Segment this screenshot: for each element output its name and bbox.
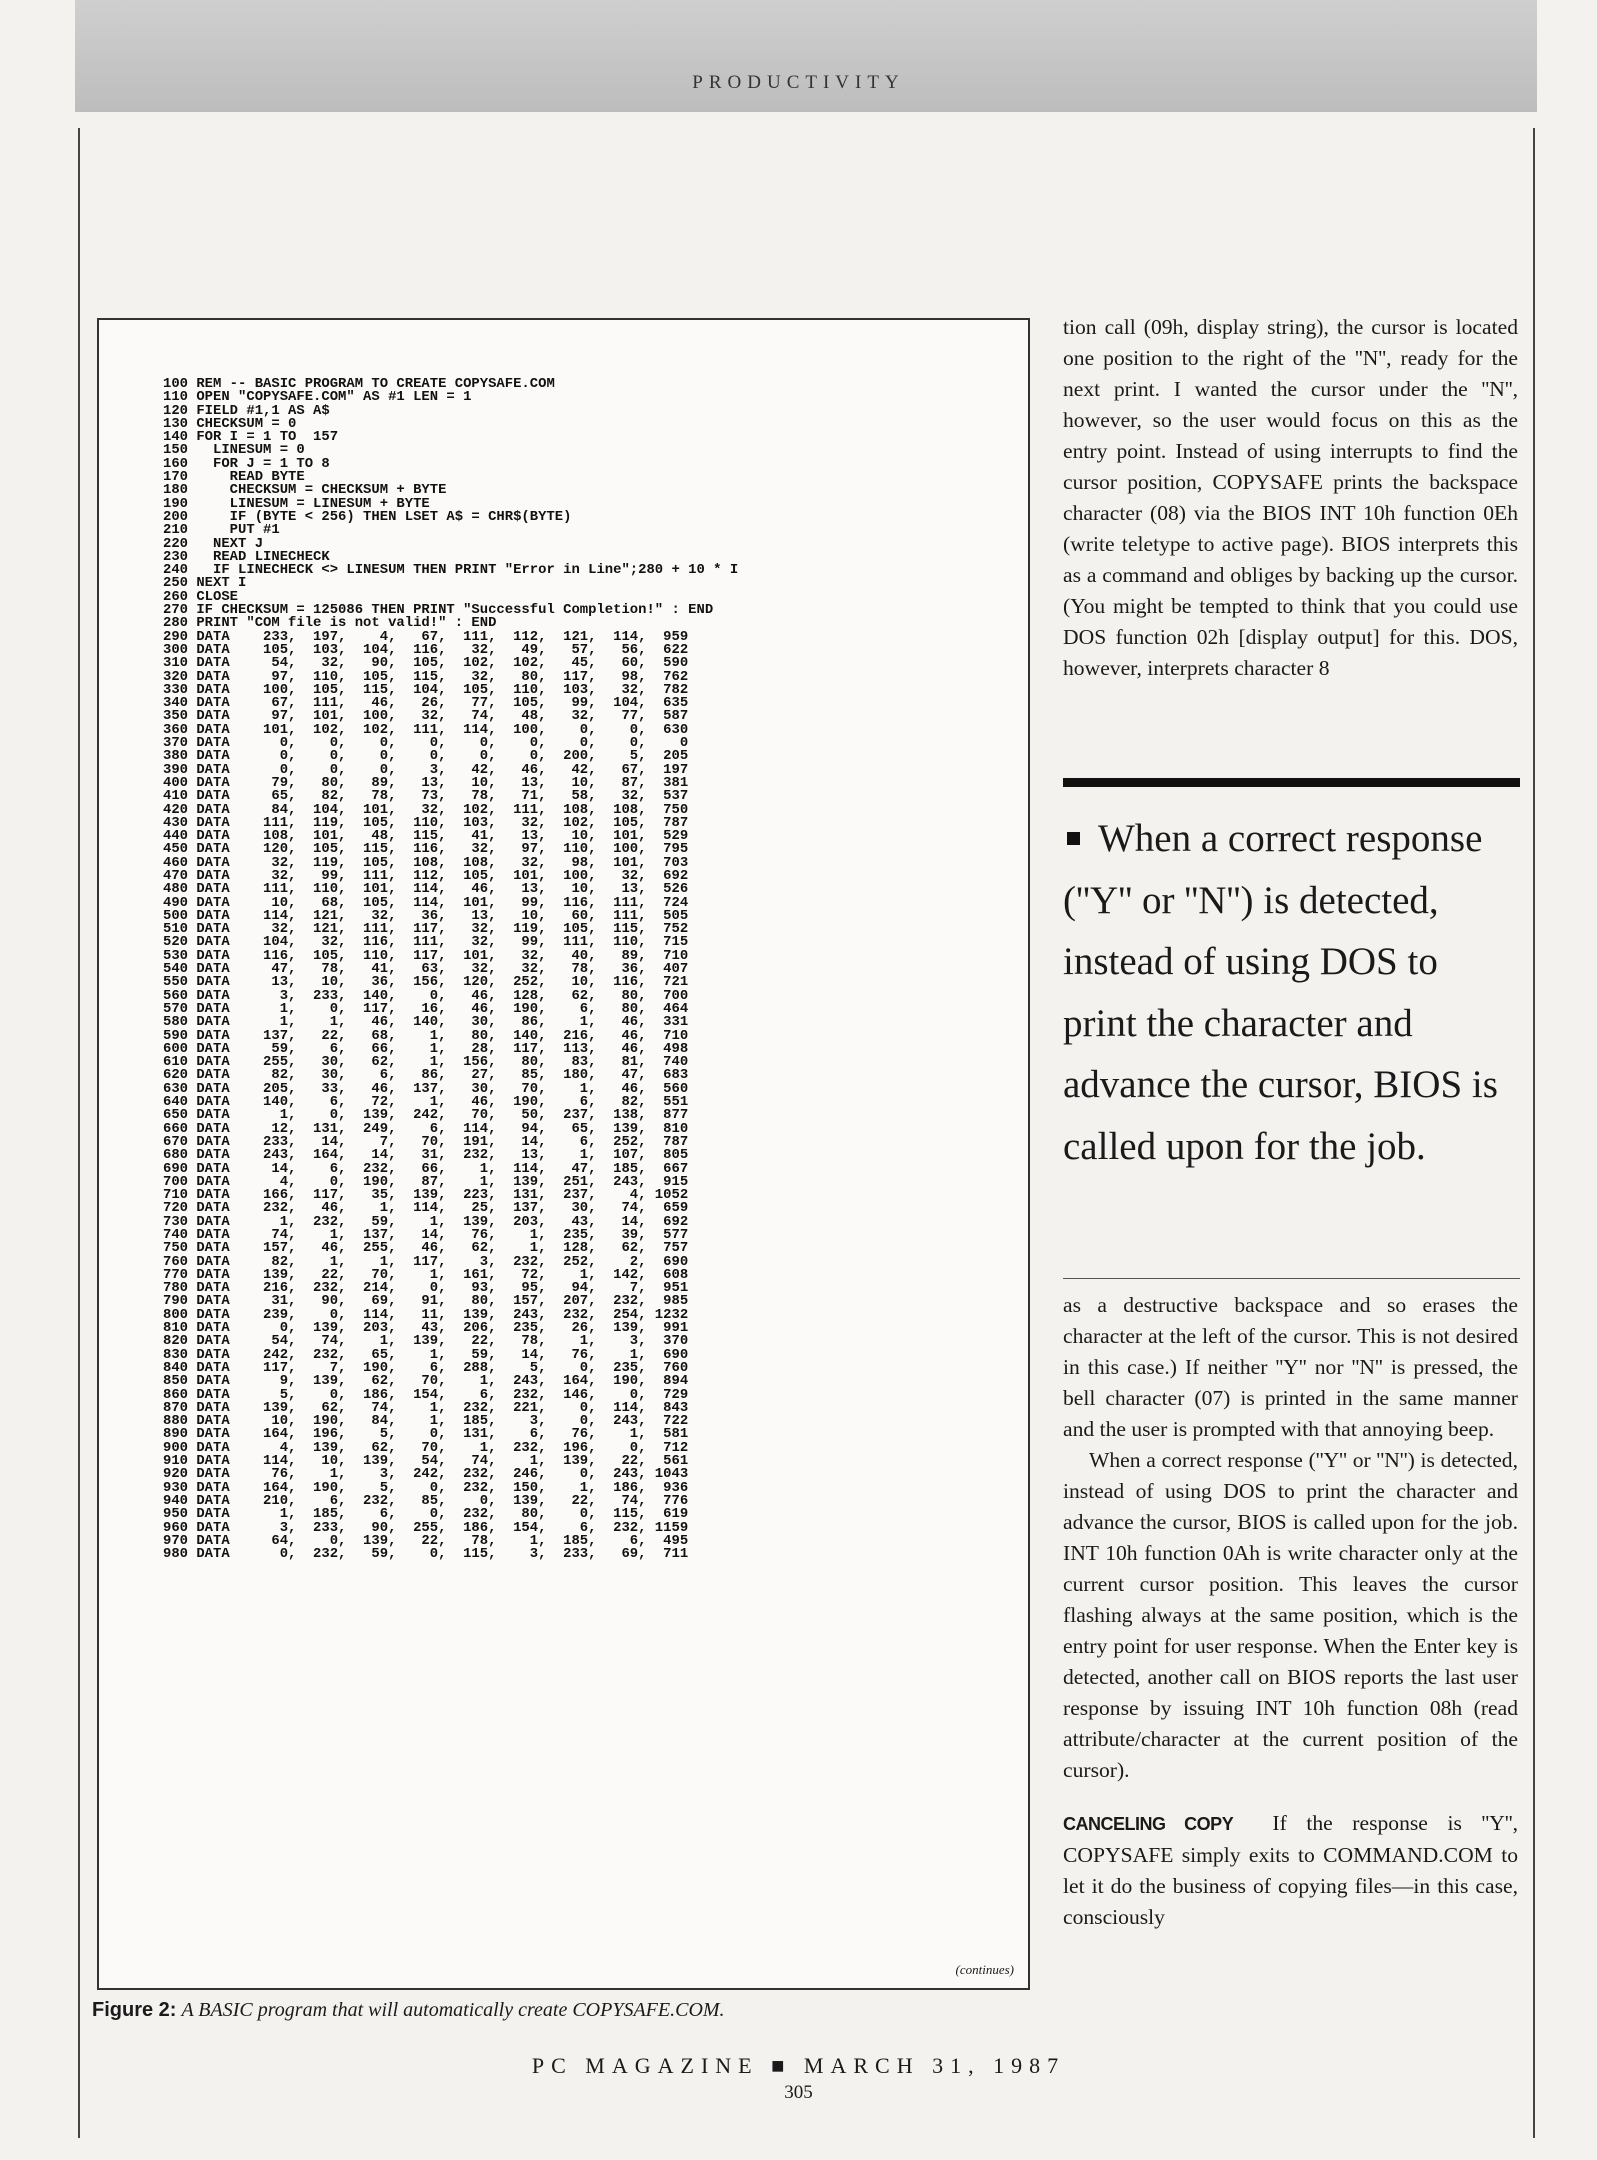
pull-quote-text: When a correct response (''Y'' or ''N'') is detected, instead of using DOS to print the character and advance the cursor, BIOS is called upon for the job.	[1063, 817, 1498, 1168]
article-text-bottom	[1063, 1290, 1518, 1933]
pull-quote	[1063, 808, 1520, 1177]
publication-footer: PC MAGAZINE ■ MARCH 31, 1987	[531, 2053, 1066, 2078]
figure-caption-text: A BASIC program that will automatically create COPYSAFE.COM.	[181, 1999, 725, 2021]
article-text-top: tion call (09h, display string), the cursor is located one position to the right of the ''N'', ready for the next print. I wanted the cursor under the ''N'', however, so the user would focus on this as the entry point. Instead of using interrupts to find the cursor position, COPYSAFE prints the backspace character (08) via the BIOS INT 10h function 0Eh (write teletype to active page). BIOS interprets this as a command and obliges by backing up the cursor. (You might be tempted to think that you could use DOS function 02h [display output] for this. DOS, however, interprets character 8	[1063, 315, 1518, 680]
bullet-square-icon	[1067, 832, 1080, 845]
left-column-rule	[78, 128, 80, 2138]
figure-caption-label: Figure 2:	[92, 1999, 177, 2021]
paragraph: as a destructive backspace and so erases the character at the left of the cursor. This is not desired in this case.) If neither ''Y'' nor ''N'' is pressed, the bell character (07) is printed in the same manner and the user is prompted with that annoying beep.	[1063, 1293, 1518, 1441]
page-number: 305	[784, 2082, 813, 2103]
paragraph-text: If the response is ''Y'', COPYSAFE simply exits to COMMAND.COM to let it do the business of copying files—in this case, consciously	[1063, 1811, 1518, 1929]
pull-quote-bottom-rule	[1063, 1278, 1520, 1279]
header-band	[75, 0, 1537, 112]
pull-quote-rule	[1063, 778, 1520, 787]
paragraph: When a correct response (''Y'' or ''N'') is detected, instead of using DOS to print the character and advance the cursor, BIOS is called upon for the job. INT 10h function 0Ah is write character only at the current cursor position. This leaves the cursor flashing always at the same position, which is the entry point for user response. When the Enter key is detected, another call on BIOS reports the last user response by issuing INT 10h function 08h (read attribute/character at the current position of the cursor).	[1063, 1448, 1518, 1782]
continues-note: (continues)	[955, 1962, 1014, 1977]
subhead: CANCELING COPY	[1063, 1814, 1234, 1834]
figure-caption	[92, 1999, 1042, 2022]
section-label: PRODUCTIVITY	[692, 72, 905, 93]
basic-listing: 100 REM -- BASIC PROGRAM TO CREATE COPYSAFE.COM 110 OPEN "COPYSAFE.COM" AS #1 LEN = 1 120 FIELD #1,1 AS A$ 130 CHECKSUM = 0 140 FOR I = 1 TO 157 150 LINESUM = 0 160 FOR J = 1 TO 8 170 READ BYTE 180 CHECKSUM = CHECKSUM + BYTE 190 LINESUM = LINESUM + BYTE 200 IF (BYTE < 256) THEN LSET A$ = CHR$(BYTE) 210 PUT #1 220 NEXT J 230 READ LINECHECK 240 IF LINECHECK <> LINESUM THEN PRINT "Error in Line";280 + 10 * I 250 NEXT I 260 CLOSE 270 IF CHECKSUM = 125086 THEN PRINT "Successful Completion!" : END 280 PRINT "COM file is not valid!" : END 290 DATA 233, 197, 4, 67, 111, 112, 121, 114, 959 300 DATA 105, 103, 104, 116, 32, 49, 57, 56, 622 310 DATA 54, 32, 90, 105, 102, 102, 45, 60, 590 320 DATA 97, 110, 105, 115, 32, 80, 117, 98, 762 330 DATA 100, 105, 115, 104, 105, 110, 103, 32, 782 340 DATA 67, 111, 46, 26, 77, 105, 99, 104, 635 350 DATA 97, 101, 100, 32, 74, 48, 32, 77, 587 360 DATA 101, 102, 102, 111, 114, 100, 0, 0, 630 370 DATA 0, 0, 0, 0, 0, 0, 0, 0, 0 380 DATA 0, 0, 0, 0, 0, 0, 200, 5, 205 390 DATA 0, 0, 0, 3, 42, 46, 42, 67, 197 400 DATA 79, 80, 89, 13, 10, 13, 10, 87, 381 410 DATA 65, 82, 78, 73, 78, 71, 58, 32, 537 420 DATA 84, 104, 101, 32, 102, 111, 108, 108, 750 430 DATA 111, 119, 105, 110, 103, 32, 102, 105, 787 440 DATA 108, 101, 48, 115, 41, 13, 10, 101, 529 450 DATA 120, 105, 115, 116, 32, 97, 110, 100, 795 460 DATA 32, 119, 105, 108, 108, 32, 98, 101, 703 470 DATA 32, 99, 111, 112, 105, 101, 100, 32, 692 480 DATA 111, 110, 101, 114, 46, 13, 10, 13, 526 490 DATA 10, 68, 105, 114, 101, 99, 116, 111, 724 500 DATA 114, 121, 32, 36, 13, 10, 60, 111, 505 510 DATA 32, 121, 111, 117, 32, 119, 105, 115, 752 520 DATA 104, 32, 116, 111, 32, 99, 111, 110, 715 530 DATA 116, 105, 110, 117, 101, 32, 40, 89, 710 540 DATA 47, 78, 41, 63, 32, 32, 78, 36, 407 550 DATA 13, 10, 36, 156, 120, 252, 10, 116, 721 560 DATA 3, 233, 140, 0, 46, 128, 62, 80, 700 570 DATA 1, 0, 117, 16, 46, 190, 6, 80, 464 580 DATA 1, 1, 46, 140, 30, 86, 1, 46, 331 590 DATA 137, 22, 68, 1, 80, 140, 216, 46, 710 600 DATA 59, 6, 66, 1, 28, 117, 113, 46, 498 610 DATA 255, 30, 62, 1, 156, 80, 83, 81, 740 620 DATA 82, 30, 6, 86, 27, 85, 180, 47, 683 630 DATA 205, 33, 46, 137, 30, 70, 1, 46, 560 640 DATA 140, 6, 72, 1, 46, 190, 6, 82, 551 650 DATA 1, 0, 139, 242, 70, 50, 237, 138, 877 660 DATA 12, 131, 249, 6, 114, 94, 65, 139, 810 670 DATA 233, 14, 7, 70, 191, 14, 6, 252, 787 680 DATA 243, 164, 14, 31, 232, 13, 1, 107, 805 690 DATA 14, 6, 232, 66, 1, 114, 47, 185, 667 700 DATA 4, 0, 190, 87, 1, 139, 251, 243, 915 710 DATA 166, 117, 35, 139, 223, 131, 237, 4, 1052 720 DATA 232, 46, 1, 114, 25, 137, 30, 74, 659 730 DATA 1, 232, 59, 1, 139, 203, 43, 14, 692 740 DATA 74, 1, 137, 14, 76, 1, 235, 39, 577 750 DATA 157, 46, 255, 46, 62, 1, 128, 62, 757 760 DATA 82, 1, 1, 117, 3, 232, 252, 2, 690 770 DATA 139, 22, 70, 1, 161, 72, 1, 142, 608 780 DATA 216, 232, 214, 0, 93, 95, 94, 7, 951 790 DATA 31, 90, 69, 91, 80, 157, 207, 232, 985 800 DATA 239, 0, 114, 11, 139, 243, 232, 254, 1232 810 DATA 0, 139, 203, 43, 206, 235, 26, 139, 991 820 DATA 54, 74, 1, 139, 22, 78, 1, 3, 370 830 DATA 242, 232, 65, 1, 59, 14, 76, 1, 690 840 DATA 117, 7, 190, 6, 288, 5, 0, 235, 760 850 DATA 9, 139, 62, 70, 1, 243, 164, 190, 894 860 DATA 5, 0, 186, 154, 6, 232, 146, 0, 729 870 DATA 139, 62, 74, 1, 232, 221, 0, 114, 843 880 DATA 10, 190, 84, 1, 185, 3, 0, 243, 722 890 DATA 164, 196, 5, 0, 131, 6, 76, 1, 581 900 DATA 4, 139, 62, 70, 1, 232, 196, 0, 712 910 DATA 114, 10, 139, 54, 74, 1, 139, 22, 561 920 DATA 76, 1, 3, 242, 232, 246, 0, 243, 1043 930 DATA 164, 190, 5, 0, 232, 150, 1, 186, 936 940 DATA 210, 6, 232, 85, 0, 139, 22, 74, 776 950 DATA 1, 185, 6, 0, 232, 80, 0, 115, 619 960 DATA 3, 233, 90, 255, 186, 154, 6, 232, 1159 970 DATA 64, 0, 139, 22, 78, 1, 185, 6, 495 980 DATA 0, 232, 59, 0, 115, 3, 233, 69, 711	[163, 376, 739, 1563]
paragraph	[1063, 1808, 1518, 1933]
right-column-rule	[1533, 128, 1535, 2138]
code-listing-box	[97, 318, 1030, 1990]
